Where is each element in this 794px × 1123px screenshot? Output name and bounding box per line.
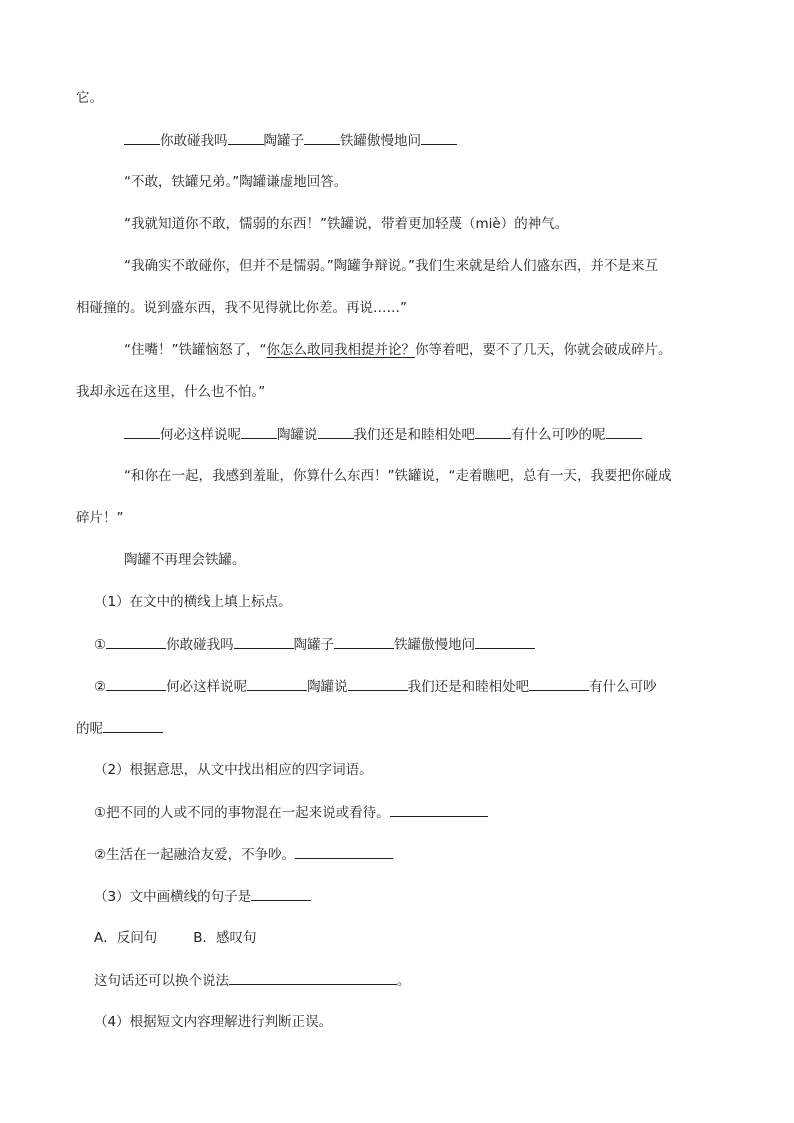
text-segment: 铁罐傲慢地问 <box>394 637 476 653</box>
paragraph-really-line-2: 相碰撞的。说到盛东西，我不见得就比你差。再说……” <box>76 300 407 316</box>
story-blank-line-1 <box>124 130 457 151</box>
paragraph-shut-line-1 <box>124 340 671 360</box>
blank[interactable] <box>348 676 408 691</box>
blank[interactable] <box>106 676 166 691</box>
question-3-options <box>94 928 257 948</box>
blank[interactable] <box>475 424 511 439</box>
text-segment: 你敢碰我吗 <box>166 637 234 653</box>
blank[interactable] <box>103 718 163 733</box>
paragraph-ignore: 陶罐不再理会铁罐。 <box>124 552 246 568</box>
text-segment: 这句话还可以换个说法 <box>94 973 229 989</box>
question-1: （1）在文中的横线上填上标点。 <box>94 594 292 610</box>
blank[interactable] <box>421 130 457 145</box>
text-segment: 陶罐子 <box>263 133 304 149</box>
question-1-item-b-cont <box>76 718 163 739</box>
blank[interactable] <box>475 634 535 649</box>
question-1-item-b <box>94 676 657 697</box>
blank[interactable] <box>334 634 394 649</box>
paragraph-shut-line-2: 我却永远在这里，什么也不怕。” <box>76 384 266 400</box>
text-segment: 的呢 <box>76 721 103 737</box>
text-segment: 你等着吧，要不了几天，你就会破成碎片。 <box>414 342 672 358</box>
paragraph-dare: “不敢，铁罐兄弟。”陶罐谦虚地回答。 <box>124 174 348 190</box>
option-a[interactable]: A．反问句 <box>94 930 158 946</box>
blank[interactable] <box>228 130 264 145</box>
story-blank-line-2 <box>124 424 642 445</box>
text-segment: （3）文中画横线的句子是 <box>94 889 252 905</box>
question-2-item-a <box>94 802 488 823</box>
text-segment: 陶罐说 <box>307 679 348 695</box>
blank[interactable] <box>106 634 166 649</box>
question-2: （2）根据意思，从文中找出相应的四字词语。 <box>94 762 373 778</box>
text-segment: 有什么可吵 <box>589 679 657 695</box>
blank[interactable] <box>124 130 160 145</box>
text-segment: 陶罐说 <box>277 427 318 443</box>
paragraph-shame-line-2: 碎片！” <box>76 510 124 526</box>
text-segment: 。 <box>397 973 411 989</box>
paragraph-continuation: 它。 <box>76 90 103 106</box>
answer-blank[interactable] <box>229 970 397 985</box>
blank[interactable] <box>234 634 294 649</box>
blank[interactable] <box>247 676 307 691</box>
question-2-item-b <box>94 844 393 865</box>
text-segment: 铁罐傲慢地问 <box>340 133 421 149</box>
text-segment: 陶罐子 <box>293 637 335 653</box>
answer-blank[interactable] <box>251 886 311 901</box>
text-segment: 有什么可吵的呢 <box>511 427 606 443</box>
circled-number: ① <box>94 637 107 653</box>
blank[interactable] <box>241 424 277 439</box>
question-4: （4）根据短文内容理解进行判断正误。 <box>94 1014 333 1030</box>
paragraph-shame-line-1: “和你在一起，我感到羞耻，你算什么东西！”铁罐说，“走着瞧吧，总有一天，我要把你碰成 <box>124 468 672 484</box>
question-3-rewrite <box>94 970 411 991</box>
blank[interactable] <box>529 676 589 691</box>
text-segment: 我们还是和睦相处吧 <box>353 427 475 443</box>
option-b[interactable]: B．感叹句 <box>193 930 257 946</box>
blank[interactable] <box>318 424 354 439</box>
text-segment: 我们还是和睦相处吧 <box>407 679 530 695</box>
blank[interactable] <box>606 424 642 439</box>
question-1-item-a <box>94 634 535 655</box>
text-segment: 何必这样说呢 <box>160 427 241 443</box>
text-segment: “住嘴！”铁罐恼怒了，“ <box>124 342 267 358</box>
text-segment: ②生活在一起融洽友爱，不争吵。 <box>94 847 296 863</box>
answer-blank[interactable] <box>390 802 488 817</box>
paragraph-knew: “我就知道你不敢，懦弱的东西！”铁罐说，带着更加轻蔑（miè）的神气。 <box>124 216 569 232</box>
text-segment: ①把不同的人或不同的事物混在一起来说或看待。 <box>94 805 390 821</box>
paragraph-really-line-1: “我确实不敢碰你，但并不是懦弱。”陶罐争辩说。”我们生来就是给人们盛东西，并不是来互 <box>124 258 658 274</box>
blank[interactable] <box>124 424 160 439</box>
underlined-sentence: 你怎么敢同我相提并论？ <box>266 342 415 358</box>
text-segment: 你敢碰我吗 <box>160 133 228 149</box>
question-3 <box>94 886 311 907</box>
circled-number: ② <box>94 679 107 695</box>
blank[interactable] <box>304 130 340 145</box>
answer-blank[interactable] <box>295 844 393 859</box>
text-segment: 何必这样说呢 <box>166 679 248 695</box>
